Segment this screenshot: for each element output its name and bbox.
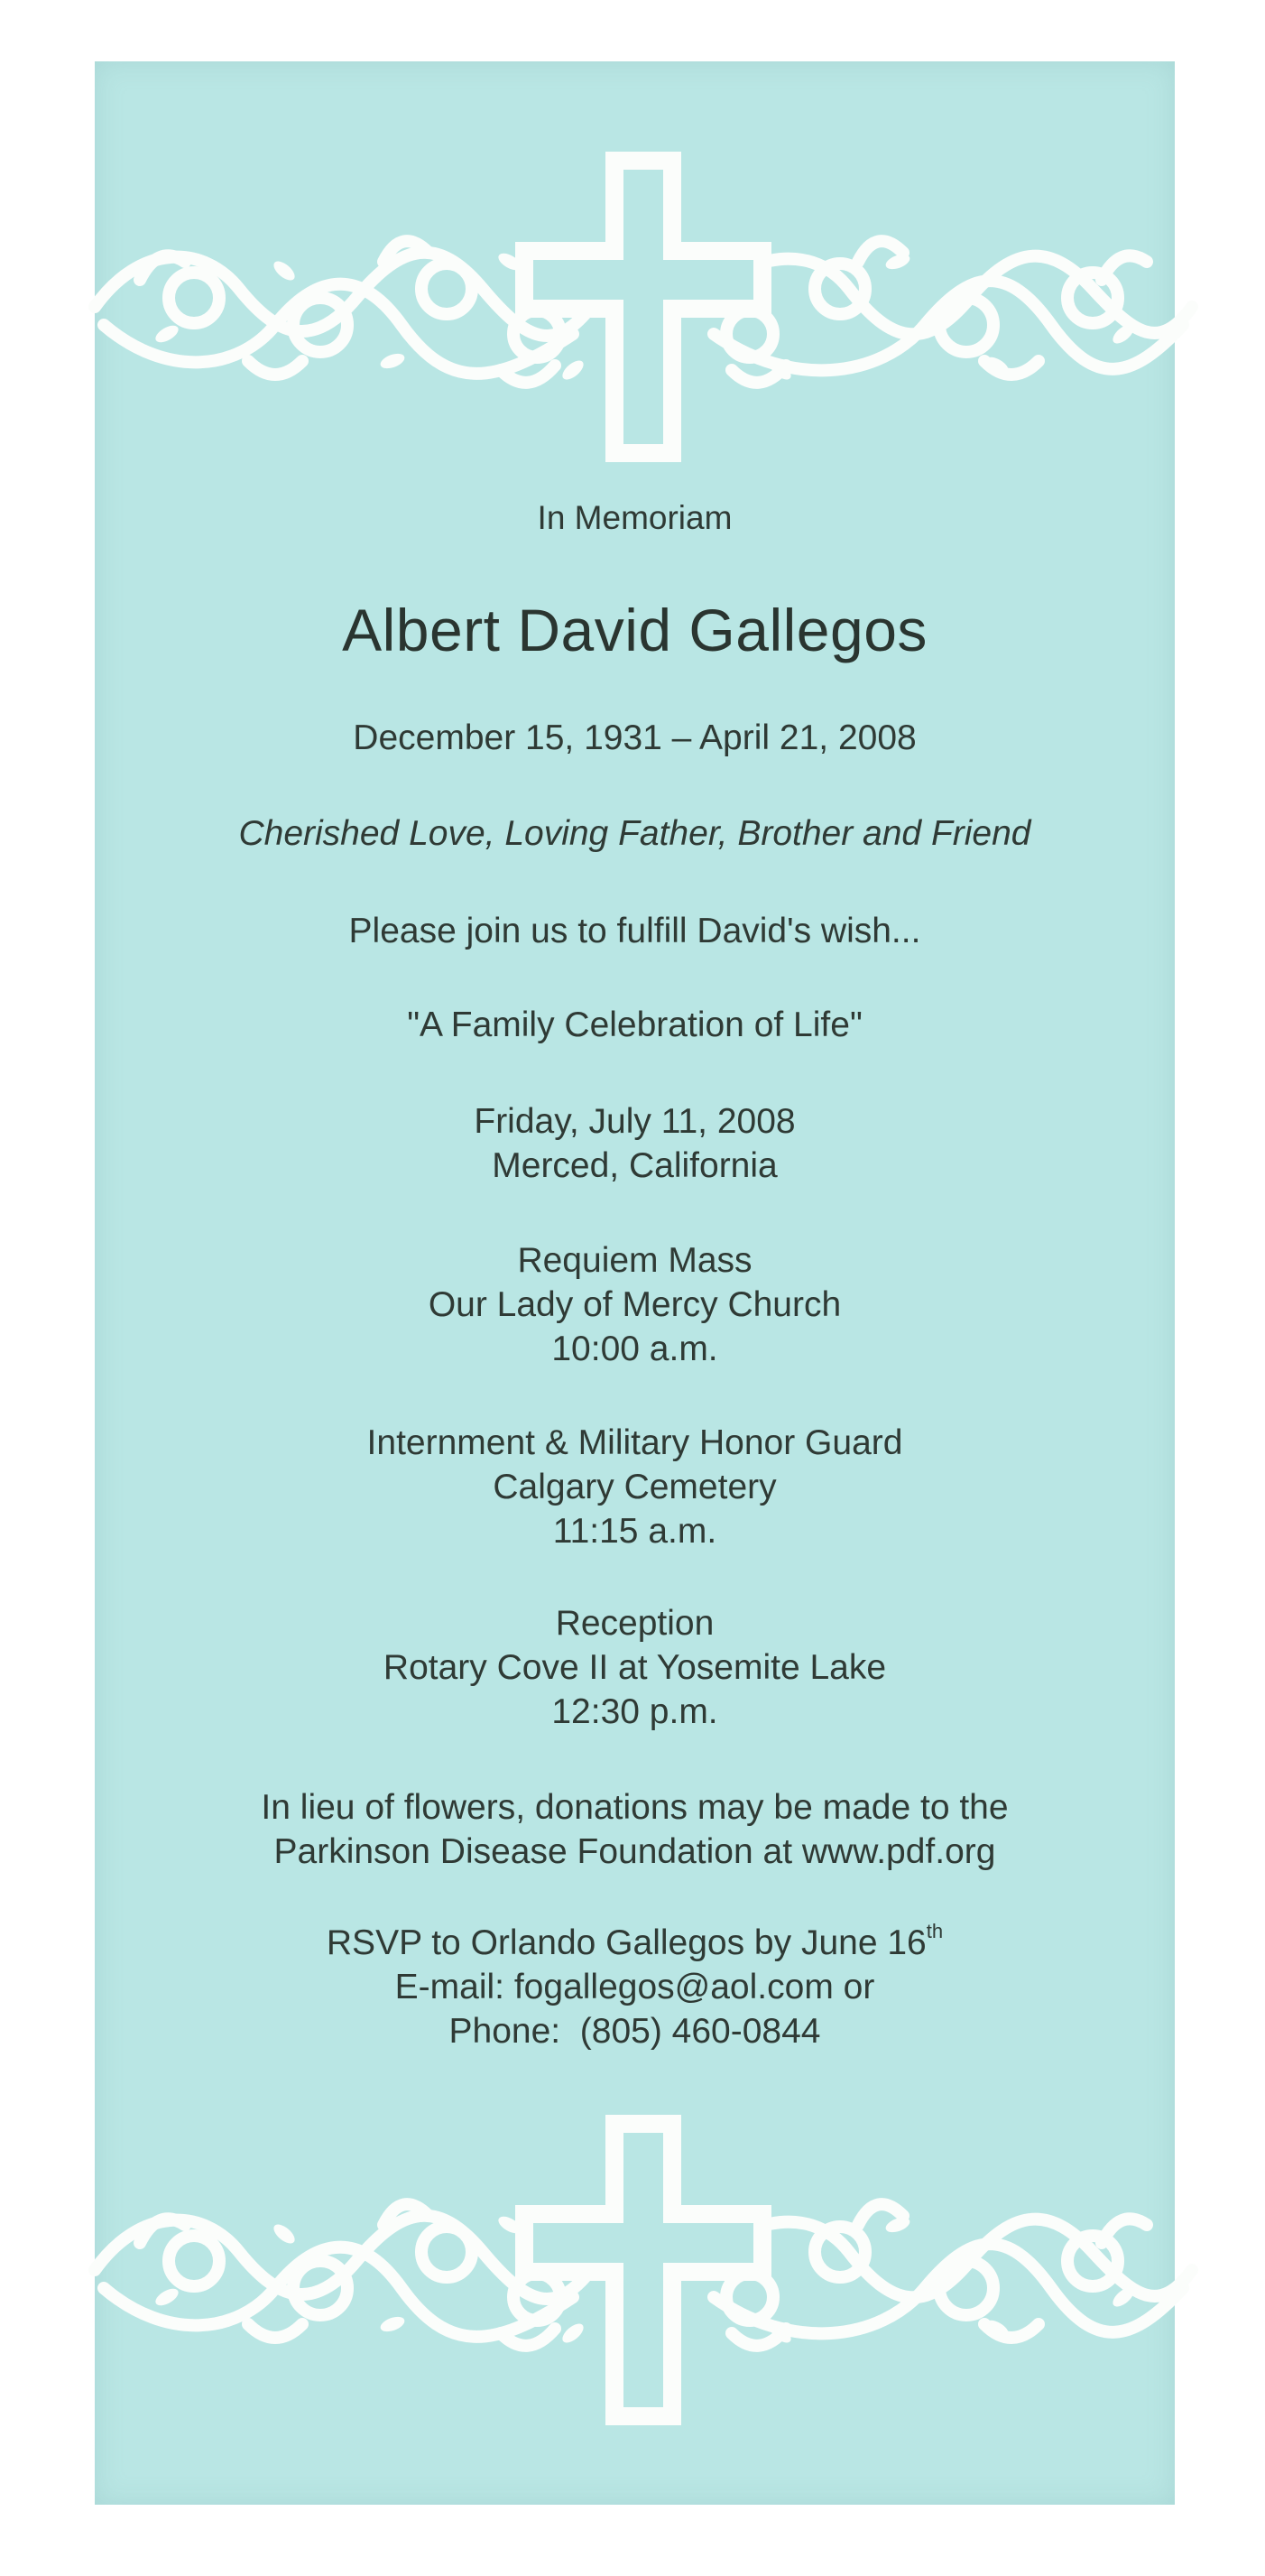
rsvp-ordinal-suffix: th <box>926 1920 944 1942</box>
lace-border-bottom <box>86 2108 1201 2432</box>
event-location: Merced, California <box>492 1146 778 1185</box>
join-invitation: Please join us to fulfill David's wish... <box>348 912 921 950</box>
mass-block <box>95 1238 1175 1371</box>
rsvp-block <box>95 1921 1175 2053</box>
internment-block <box>95 1421 1175 1553</box>
donations-line-1: In lieu of flowers, donations may be made to the <box>261 1788 1009 1827</box>
reception-time: 12:30 p.m. <box>551 1692 718 1731</box>
rsvp-text: RSVP to Orlando Gallegos by June 16 <box>326 1923 927 1962</box>
internment-title: Internment & Military Honor Guard <box>366 1423 903 1462</box>
internment-place: Calgary Cemetery <box>493 1468 777 1506</box>
lace-border-top <box>86 144 1201 469</box>
life-dates: December 15, 1931 – April 21, 2008 <box>353 718 917 757</box>
tribute-line: Cherished Love, Loving Father, Brother and Friend <box>238 814 1031 853</box>
cross-icon <box>515 2115 771 2425</box>
rsvp-line <box>95 1921 1175 1965</box>
mass-title: Requiem Mass <box>517 1241 753 1280</box>
internment-time: 11:15 a.m. <box>552 1512 717 1551</box>
in-memoriam-heading: In Memoriam <box>537 499 733 536</box>
donations-block <box>95 1785 1175 1874</box>
cross-icon <box>515 152 771 462</box>
mass-time: 10:00 a.m. <box>551 1330 718 1368</box>
event-date: Friday, July 11, 2008 <box>474 1102 796 1141</box>
mass-place: Our Lady of Mercy Church <box>428 1285 842 1324</box>
celebration-title: "A Family Celebration of Life" <box>407 1005 863 1044</box>
rsvp-email: E-mail: fogallegos@aol.com or <box>394 1968 875 2006</box>
reception-place: Rotary Cove II at Yosemite Lake <box>383 1648 887 1687</box>
reception-block <box>95 1601 1175 1734</box>
deceased-name: Albert David Gallegos <box>342 597 928 663</box>
event-date-block <box>95 1099 1175 1188</box>
reception-title: Reception <box>555 1604 715 1643</box>
rsvp-phone: Phone: (805) 460-0844 <box>448 2012 821 2051</box>
donations-line-2: Parkinson Disease Foundation at www.pdf.org <box>273 1832 996 1871</box>
